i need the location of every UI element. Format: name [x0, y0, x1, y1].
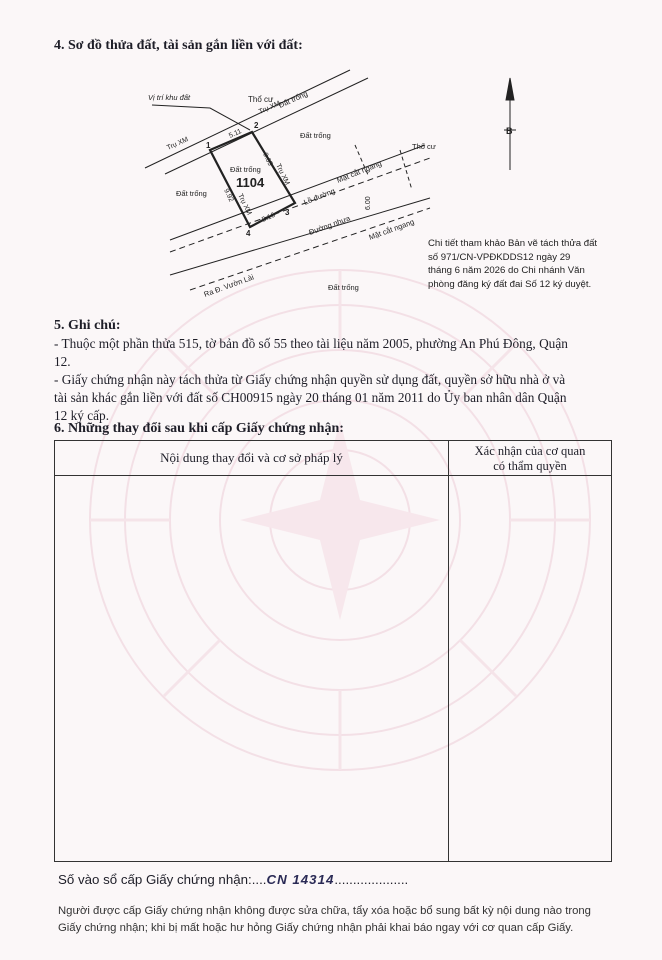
- note-line: tháng 6 năm 2026 do Chi nhánh Văn: [428, 265, 585, 276]
- label-ra-duong: Ra Đ. Vườn Lài: [202, 272, 255, 299]
- point-3: 3: [285, 208, 290, 217]
- column-header-content: Nội dung thay đổi và cơ sở pháp lý: [160, 450, 343, 465]
- section-6-title: 6. Những thay đổi sau khi cấp Giấy chứng nhận:: [54, 421, 344, 436]
- dim-left: 9.92: [222, 187, 235, 204]
- registry-number: [58, 872, 408, 887]
- column-divider: [448, 441, 449, 861]
- column-header-confirmation: [449, 444, 611, 474]
- note-text: - Giấy chứng nhận này tách thửa từ Giấy chứng nhận quyền sử dụng đất, quyền sở hữu nhà ở và: [54, 372, 566, 387]
- label-vi-tri: Vị trí khu đất: [148, 93, 191, 102]
- label-dat-trong-bottom: Đất trống: [328, 283, 359, 292]
- registry-dots: ....................: [334, 872, 409, 887]
- north-label: B: [506, 126, 513, 136]
- label-dat-trong-top: Đất trống: [277, 89, 310, 110]
- note-text: 12 ký cấp.: [54, 408, 110, 423]
- footer-line: Giấy chứng nhận; khi bị mất hoặc hư hỏng Giấy chứng nhận phải khai báo ngay với cơ quan cấp Giấy.: [58, 922, 574, 934]
- note-line: số 971/CN-VPĐKDDS12 ngày 29: [428, 251, 571, 263]
- section-5-title: 5. Ghi chú:: [54, 318, 121, 333]
- point-1: 1: [206, 141, 211, 150]
- note-line: phòng đăng ký đất đai Số 12 ký duyệt.: [428, 278, 592, 290]
- label-tru-xm-4: Trụ XM: [236, 192, 253, 217]
- label-dat-trong-right: Đất trống: [300, 131, 331, 140]
- column-header-line: có thẩm quyền: [493, 459, 567, 473]
- label-tru-xm-2: Trụ XM: [165, 136, 190, 152]
- note-text: - Thuộc một phần thửa 515, tờ bản đồ số 55 theo tài liệu năm 2005, phường An Phú Đông, Quận: [54, 336, 568, 351]
- header-divider: [55, 475, 611, 476]
- diagram-note: [428, 237, 628, 291]
- note-text: tài sản khác gắn liền với đất số CH00915 ngày 20 tháng 01 năm 2011 do Ủy ban nhân dân Quận: [54, 390, 567, 405]
- section-4-title: 4. Sơ đồ thửa đất, tài sản gắn liền với đất:: [54, 38, 303, 53]
- note-line: Chi tiết tham khảo Bản vẽ tách thửa đất: [428, 238, 598, 249]
- changes-table: [54, 440, 612, 862]
- dim-bottom: 5.16: [260, 211, 277, 224]
- label-dat-trong-left: Đất trống: [176, 189, 207, 198]
- label-tru-xm-1: Trụ XM: [257, 100, 282, 116]
- point-4: 4: [246, 229, 251, 238]
- label-mat-cat-ngang-2: Mặt cắt ngang: [367, 217, 416, 242]
- label-mat-cat-ngang-1: Mặt cắt ngang: [335, 158, 383, 185]
- note-text: 12.: [54, 354, 71, 369]
- label-dat-trong-center: Đất trống: [230, 165, 261, 174]
- parcel-number: 1104: [236, 175, 265, 190]
- label-tho-cu-top: Thổ cư: [248, 95, 274, 104]
- label-tho-cu-right: Thổ cư: [412, 142, 436, 151]
- registry-value: CN 14314: [266, 872, 335, 887]
- label-le-duong: Lề đường: [302, 186, 337, 207]
- notes-block: [54, 335, 624, 425]
- footer-warning: [58, 903, 618, 937]
- point-2: 2: [254, 121, 259, 130]
- registry-label: Số vào sổ cấp Giấy chứng nhận:....: [58, 872, 267, 887]
- dim-top: 5.11: [227, 128, 243, 140]
- column-header-line: Xác nhận của cơ quan: [474, 444, 586, 458]
- label-duong-nhua: Đường nhựa: [307, 213, 352, 237]
- label-tru-xm-3: Trụ XM: [274, 162, 291, 187]
- dim-road: 6.00: [365, 196, 372, 210]
- dim-right: 9.65: [261, 151, 274, 168]
- footer-line: Người được cấp Giấy chứng nhận không được sửa chữa, tẩy xóa hoặc bổ sung bất kỳ nội dung nào trong: [58, 905, 591, 917]
